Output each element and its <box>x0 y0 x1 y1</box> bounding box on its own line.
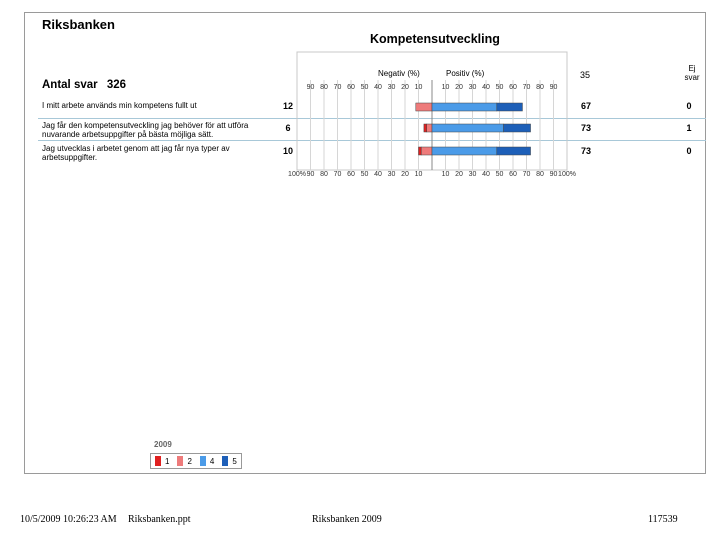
top-tick-label: 10 <box>414 84 423 91</box>
question-3: Jag utvecklas i arbetet genom att jag får nya typer av arbetsuppgifter. <box>42 144 230 162</box>
top-tick-label: 40 <box>374 84 382 91</box>
top-tick-label: 30 <box>387 84 396 91</box>
top-tick-label: 20 <box>455 84 463 91</box>
legend-swatch-5 <box>222 456 228 466</box>
bar-segment-1 <box>424 124 427 132</box>
bottom-tick-label: 50 <box>495 171 504 178</box>
question-2: Jag får den kompetensutveckling jag behöver för att utföra nuvarande arbetsuppgifter på bästa möjliga sätt. <box>42 121 249 139</box>
top-tick-label: 10 <box>441 84 450 91</box>
negative-pct-1: 12 <box>282 101 293 111</box>
bottom-tick-label: 30 <box>468 171 477 178</box>
legend-swatch-4 <box>200 456 206 466</box>
bottom-tick-label: 30 <box>387 171 396 178</box>
legend-swatch-1 <box>155 456 161 466</box>
bar-segment-4 <box>432 103 497 111</box>
bar-segment-4 <box>432 124 504 132</box>
bar-segment-5 <box>497 103 523 111</box>
bottom-tick-label: 80 <box>536 171 544 178</box>
bottom-tick-label: 60 <box>347 171 355 178</box>
bar-segment-2 <box>421 147 432 155</box>
legend-item-5 <box>222 456 236 466</box>
top-tick-label: 60 <box>347 84 355 91</box>
positive-pct-3: 73 <box>580 146 591 156</box>
bottom-tick-label: 40 <box>374 171 382 178</box>
bottom-tick-label: 20 <box>401 171 409 178</box>
ej-svar-header: Ej svar <box>684 64 700 82</box>
legend-item-4 <box>200 456 214 466</box>
footer-file: Riksbanken.ppt <box>128 514 191 525</box>
bottom-tick-label: 70 <box>333 171 342 178</box>
bottom-tick-label: 50 <box>360 171 369 178</box>
legend-label-5: 5 <box>232 456 237 466</box>
top-tick-label: 50 <box>360 84 369 91</box>
bottom-tick-label: 100% <box>558 171 576 178</box>
bottom-tick-label: 40 <box>482 171 490 178</box>
bar-segment-2 <box>427 124 432 132</box>
ej-svar-3: 0 <box>686 146 692 156</box>
top-tick-label: 40 <box>482 84 490 91</box>
ej-svar-2: 1 <box>686 123 692 133</box>
bottom-tick-label: 90 <box>306 171 315 178</box>
negative-header: Negativ (%) <box>378 69 420 78</box>
bottom-tick-label: 10 <box>414 171 423 178</box>
positive-pct-1: 67 <box>580 101 591 111</box>
legend-item-1 <box>155 456 169 466</box>
count-header-right: 35 <box>580 70 591 80</box>
legend <box>150 453 242 469</box>
top-tick-label: 50 <box>495 84 504 91</box>
legend-swatch-2 <box>177 456 183 466</box>
antal-svar-value: 326 <box>106 79 126 91</box>
footer-datetime: 10/5/2009 10:26:23 AM <box>20 514 117 525</box>
legend-label-1: 1 <box>165 456 170 466</box>
bar-segment-1 <box>419 147 422 155</box>
negative-pct-3: 10 <box>282 146 293 156</box>
top-tick-label: 90 <box>549 84 558 91</box>
legend-label-4: 4 <box>209 456 215 466</box>
top-tick-label: 90 <box>306 84 315 91</box>
bar-segment-4 <box>432 147 497 155</box>
top-tick-label: 80 <box>320 84 328 91</box>
bottom-tick-label: 90 <box>549 171 558 178</box>
positive-header: Positiv (%) <box>446 69 485 78</box>
top-tick-label: 80 <box>536 84 544 91</box>
bottom-tick-label: 70 <box>522 171 531 178</box>
bottom-tick-label: 100% <box>288 171 306 178</box>
footer-center: Riksbanken 2009 <box>312 514 382 525</box>
top-tick-label: 20 <box>401 84 409 91</box>
antal-svar-label: Antal svar <box>42 79 98 91</box>
top-tick-label: 60 <box>509 84 517 91</box>
bottom-tick-label: 10 <box>441 171 450 178</box>
legend-item-2 <box>177 456 191 466</box>
bottom-tick-label: 80 <box>320 171 328 178</box>
bar-segment-5 <box>504 124 531 132</box>
bottom-tick-label: 60 <box>509 171 517 178</box>
legend-label-2: 2 <box>187 456 192 466</box>
top-tick-label: 70 <box>522 84 531 91</box>
bottom-tick-label: 20 <box>455 171 463 178</box>
ej-svar-1: 0 <box>686 101 692 111</box>
positive-pct-2: 73 <box>580 123 591 133</box>
negative-pct-2: 6 <box>285 123 291 133</box>
top-tick-label: 30 <box>468 84 477 91</box>
brand-title: Riksbanken <box>42 17 115 32</box>
top-tick-label: 70 <box>333 84 342 91</box>
legend-title: 2009 <box>154 440 172 449</box>
footer-page: 117539 <box>648 514 678 525</box>
bar-segment-2 <box>416 103 432 111</box>
bar-segment-5 <box>497 147 531 155</box>
question-1: I mitt arbete används min kompetens fullt ut <box>42 101 197 110</box>
chart-title: Kompetensutveckling <box>370 32 500 46</box>
